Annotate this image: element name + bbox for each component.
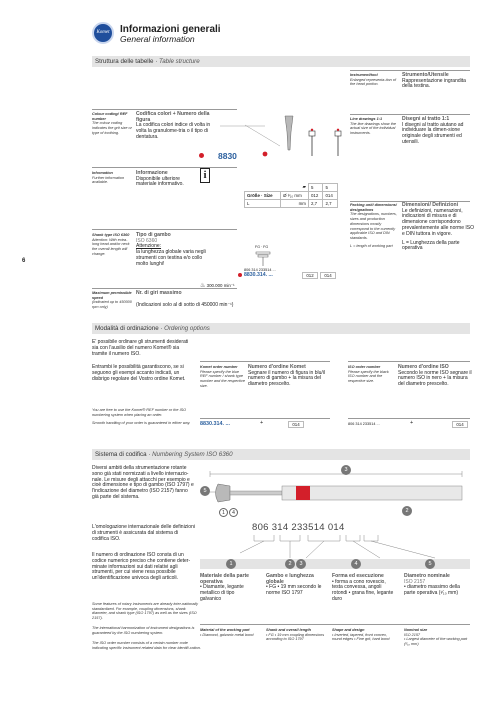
instrument-it: Strumento/Utensile Rappresentazione ingrandita della testina. — [402, 72, 466, 90]
divider — [92, 229, 237, 230]
colour-dot-icon — [263, 152, 268, 157]
iso-order-example: 806 314 233514 ... — [348, 422, 380, 426]
komet-order-it: Numero d'ordine Komet Segnare il numero di figura in blu/il numero di gambo + la misura del diametro prescelto. — [248, 364, 325, 388]
colour-code-dot — [199, 153, 204, 158]
max-speed-note: (Indicazioni solo al di sotto di 450000 min⁻¹) — [136, 302, 234, 308]
shank-type-en: Shank type ISO 6360 Attention: With extra-long head and/or neck the overall length will change. — [92, 233, 130, 256]
bur-head-small-icon — [309, 131, 315, 136]
column-shank: Gambo e lunghezza globale • FG • 19 mm secondo le norme ISO 1797 — [266, 573, 322, 596]
red-ring-icon — [296, 486, 310, 500]
coding-p1: Diversi ambiti della strumentazione rotante sono già stati normizzati a livello internazio-nale. Le misure degli attacchi per esempio e cioè dimensione e tipo di gambo (ISO 1797) e l'indicazione del diametro (ISO 2157) fanno già parte del sistema. — [92, 465, 194, 500]
column-number-4: 4 — [351, 559, 361, 569]
table-row: L mm 2,7 2,7 — [245, 200, 338, 208]
callout-2: 2 — [402, 506, 412, 516]
column-number-1: 1 — [226, 559, 236, 569]
code-size-1: 012 — [302, 272, 318, 279]
iso-code-example: 806 314 233514 ... — [244, 268, 276, 272]
spec-table — [244, 183, 338, 208]
callout-1: 1 — [219, 508, 228, 517]
leader-line — [245, 125, 280, 146]
divider — [200, 418, 330, 419]
komet-logo: Komet — [92, 22, 114, 44]
section-numbering: Sistema di codifica · Numbering System ISO 6360 — [92, 449, 470, 460]
table-row: Größe · Size Ø ¹⁄₁₀ mm 012 014 — [245, 192, 338, 200]
column-nominal-size-en: Nominal size ISO 2157 • Largest diameter of the working part (¹⁄₁₀ mm) — [404, 628, 468, 647]
column-number-3: 3 — [296, 559, 306, 569]
code-size-2: 014 — [320, 272, 336, 279]
coding-en-2: The international harmonization of instrument designations is guaranteed by the ISO numbering system. — [92, 626, 195, 635]
packing-en: Packing unit/ dimensions/ designations The designations, numbers, sizes and production dimensions mostly correspond to the currently applicable ISO and DIN standards. L = length of working part — [350, 203, 397, 248]
max-speed-en: Maximum permissible speed (Indicated up to 450000 rpm only) — [92, 291, 132, 310]
page-title: Informazioni generali — [120, 24, 221, 35]
rpm-value: ♨ 300.000 min⁻¹ — [200, 283, 235, 289]
colour-coding-it: Codifica colori + Numero della figura La codifica colori indice di volta in volta la granulome-tria o il tipo di dentatura. — [136, 111, 211, 140]
section-ordering: Modalità di ordinazione · Ordering options — [92, 323, 470, 334]
column-shape: Forma ed esecuzione • forma a cono rovescio, testa convessa, angoli rotondi • grana fine, legante duro — [332, 573, 394, 602]
divider — [92, 167, 237, 168]
bur-head-small-icon — [335, 131, 341, 136]
section-title-en: Table structure — [158, 58, 200, 65]
section-title-it: Struttura delle tabelle — [95, 58, 154, 65]
page-number: 6 — [22, 258, 26, 264]
information-en: Information Further information available. — [92, 171, 125, 185]
max-speed-it: Nr. di giri massimo — [136, 290, 182, 296]
iso-order-en: ISO order number Please specify the black ISO number and the respective size. — [348, 365, 389, 384]
iso-code-number: 806 314 233514 014 — [252, 522, 345, 533]
line-drawings-it: Disegni al tratto 1:1 I disegni al tratto aiutano ad individuare la dimen-sione originale degli strumenti ed utensili. — [402, 116, 464, 145]
info-icon: i — [200, 168, 210, 183]
page-subtitle: General information — [120, 34, 195, 44]
rpm-icon: ♨ — [200, 283, 206, 289]
column-shank-en: Shank and overall length • FG • 19 mm coupling dimensions according to ISO 1797 — [266, 628, 325, 642]
coding-p3: Il numero di ordinazione ISO consta di un codice numerico preciso che contiene deter-minate informazioni sui dati relativi agli strumenti, per cui viene resa possibile un'identificazione univoca degli articoli. — [92, 552, 191, 582]
komet-order-size: 014 — [288, 421, 304, 428]
divider — [350, 114, 470, 115]
column-number-5: 5 — [425, 559, 435, 569]
column-number-2: 2 — [285, 559, 295, 569]
iso-order-size: 014 — [452, 421, 468, 428]
bur-head-large-icon — [285, 116, 293, 150]
column-shape-en: Shape and design • Inverted, tapered, front convex, round edges • Fine grit, hard bond — [332, 628, 390, 642]
colour-coding-en: Colour coding/ REF number The colour coding indicates the grit size or type of toothing. — [92, 112, 132, 135]
line-drawings-en: Line drawings 1:1 The line drawings show the actual size of the individual instruments. — [350, 117, 397, 136]
code-brackets — [240, 533, 470, 559]
table-row: ▰ 5 5 — [245, 184, 338, 192]
divider — [200, 361, 330, 362]
callout-5: 5 — [200, 486, 210, 496]
colour-code-dot — [238, 273, 242, 277]
komet-order-example: 8830.314. ... — [200, 421, 230, 427]
divider — [200, 624, 470, 625]
figure-number: 8830 — [218, 151, 237, 161]
ordering-en-2: Smooth handling of your order is guaranteed in either way. — [92, 421, 191, 425]
column-nominal-size: Diametro nominale ISO 2157 • diametro massimo della parte operativa (¹⁄₁₀ mm) — [404, 573, 460, 597]
callout-4: 4 — [229, 508, 238, 517]
fg-shank-icon — [253, 250, 273, 267]
ordering-en-1: You are free to use the Komet® REF number or the ISO numbering system when placing an order. — [92, 408, 187, 417]
shank-type-it: Tipo di gambo ISO 6360 Attenzione: la lunghezza globale varia negli strumenti con testina e/o collo molto lunghi! — [136, 232, 206, 267]
divider — [350, 70, 470, 71]
bur-neck-icon — [230, 491, 282, 495]
column-material-en: Material of the working part • Diamond, galvanic metal bond — [200, 628, 254, 637]
instrument-en: Instrument/tool Enlarged representa-tion of the head portion. — [350, 73, 397, 87]
bur-head-icon — [216, 484, 231, 502]
coding-en-3: The ISO order number consists of a certain number code indicating specific instrument related data for clear identifi-cation. — [92, 641, 201, 650]
shank-fg-label: FG · FG — [255, 245, 269, 249]
divider — [348, 361, 470, 362]
plus-sign: + — [410, 420, 414, 426]
plus-sign: + — [260, 420, 264, 426]
iso-order-it: Numero d'ordine ISO Secondo le norme ISO segnare il numero ISO in nero + la misura del diametro prescelto. — [398, 364, 472, 388]
column-material: Materiale della parte operativa • Diamante, legante metallico di tipo galvanico — [200, 573, 249, 602]
packing-it: Dimensioni/ Definizioni Le definizioni, numerazioni, indicazioni di misura e di dimensione corrispondono prevalentemente alle norme ISO e DIN tuttora in vigore. L = Lunghezza della parte operativa — [402, 202, 474, 252]
information-it: Informazione Disponibile ulteriore materiale informativo. — [136, 170, 184, 188]
ref-code-example: 8830.314. ... — [244, 272, 273, 278]
coding-p2: L'omologazione internazionale delle definizioni di strumenti è assicurata dal sistema di codifica ISO. — [92, 524, 195, 542]
section-table-structure: Struttura delle tabelle · Table structure — [92, 56, 470, 67]
callout-3: 3 — [341, 465, 351, 475]
coding-en-1: Some features of rotary instruments are already inter-nationally standardized. For example, coupling dimensions, shank diameter, and shank type (ISO 1797) as well as the sizes (ISO 2157). — [92, 602, 199, 621]
ordering-intro-2: Entrambi le possibilità garantiscono, se si seguono gli esempi accanto indicati, un disbrigo regolare del Vostro ordine Komet. — [92, 364, 186, 382]
ordering-intro-1: E' possibile ordinare gli strumenti desiderati sia con l'ausilio del numero Komet® sia tramite il numero ISO. — [92, 339, 189, 357]
divider — [348, 418, 470, 419]
komet-order-en: Komet order number Please specify the blue REF number / shank type number and the respective size. — [200, 365, 245, 388]
